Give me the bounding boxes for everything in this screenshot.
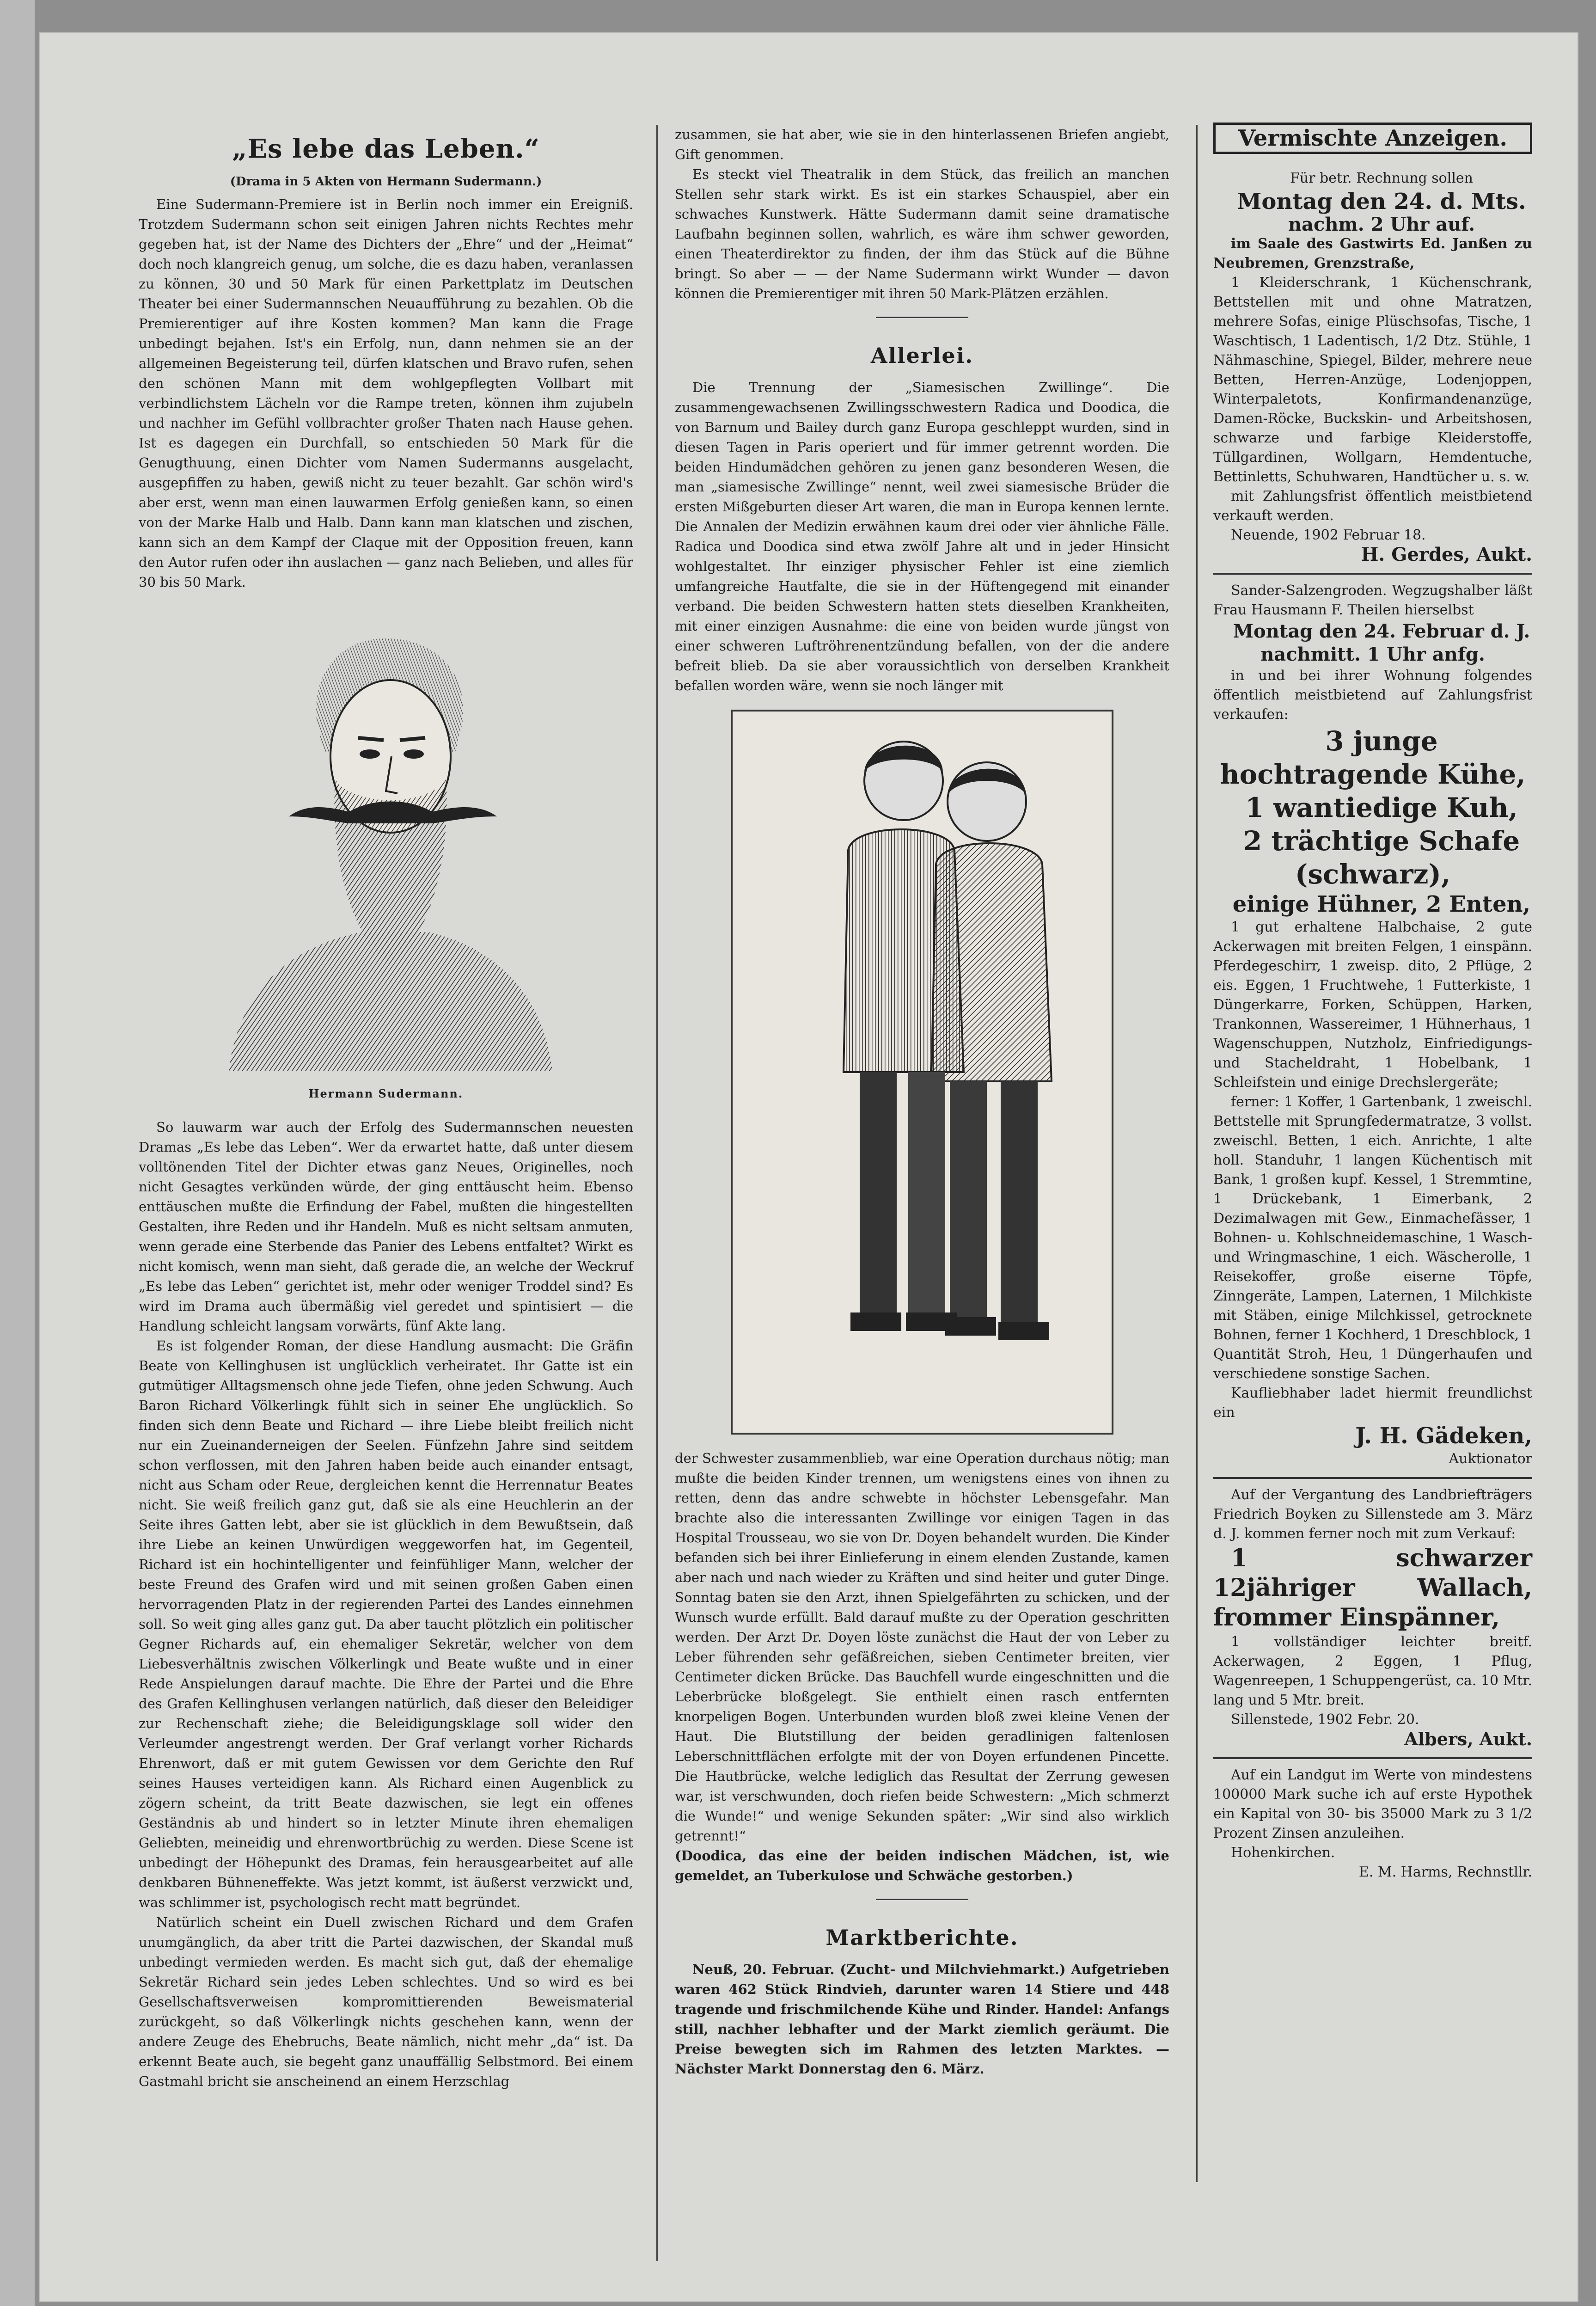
portrait-illustration bbox=[210, 613, 562, 1080]
column-3-ads bbox=[1213, 123, 1532, 1890]
scan-edge bbox=[0, 0, 35, 2306]
ad-line: Kaufliebhaber ladet hiermit freundlichst ein bbox=[1213, 1385, 1532, 1421]
ad-headline: 1 wantiedige Kuh, bbox=[1245, 792, 1518, 823]
twins-illustration bbox=[731, 710, 1113, 1435]
ad-signature: H. Gerdes, Aukt. bbox=[1361, 544, 1532, 565]
section-divider bbox=[876, 1899, 968, 1900]
portrait-caption: Hermann Sudermann. bbox=[308, 1087, 464, 1100]
ad-items: 1 vollständiger leichter breitf. Ackerwagen, 2 Eggen, 1 Pflug, Wagenreepen, 1 Schuppengerüst, ca. 10 Mtr. lang und 5 Mtr. breit. bbox=[1213, 1634, 1532, 1708]
article-paragraph: So lauwarm war auch der Erfolg des Sudermannschen neuesten Dramas „Es lebe das Leben“. Wer da erwartet hatte, daß unter diesem volltönenden Titel der Dichter etwas ganz Neues, Originelles, noch nicht Gesagtes verkünden würde, der ging enttäuscht heim. Ebenso enttäuschen mußte die Erfindung der Fabel, mußten die hingestellten Gestalten, ihre Reden und ihr Handeln. Muß es nicht seltsam anmuten, wenn gerade eine Sterbende das Panier des Lebens entfaltet? Wirkt es nicht komisch, wenn man sieht, daß gerade die, an welche der Weckruf „Es lebe das Leben“ gerichtet ist, mehr oder weniger Troddel sind? Es wird im Drama auch übermäßig viel geredet und spintisiert — die Handlung schleicht langsam vorwärts, fünf Akte lang. bbox=[139, 1119, 633, 1334]
ad-headline: 1 schwarzer 12jähriger Wallach, frommer Einspänner, bbox=[1213, 1544, 1532, 1631]
ad-headline: einige Hühner, 2 Enten, bbox=[1232, 891, 1531, 917]
article-paragraph: der Schwester zusammenblieb, war eine Operation durchaus nötig; man mußte die beiden Kinder trennen, um wenigstens eines von ihnen zu retten, denn das andre schwebte in höchster Lebensgefahr. Man brachte also die interessanten Zwillinge vor einigen Tagen in das Hospital Trousseau, wo sie von Dr. Doyen behandelt wurden. Die Kinder befanden sich bei ihrer Einlieferung in einem elenden Zustande, kamen aber nach und nach wieder zu Kräften und sind heiter und guter Dinge. Sonntag baten sie den Arzt, ihnen Spielgefährten zu schicken, und der Wunsch wurde erfüllt. Bald darauf mußte zu der Operation geschritten werden. Der Arzt Dr. Doyen löste zunächst die Haut der von Leber zu Leber führenden sehr gefäßreichen, sieben Centimeter breiten, vier Centimeter dicken Brücke. Das Bauchfell wurde eingeschnitten und die Leberbrücke bloßgelegt. Sie enthielt einen rasch entfernten knorpeligen Bogen. Unterbunden wurden bloß zwei kleine Venen der Haut. Die Blutstillung der beiden geradlinigen faltenlosen Leberschnittflächen erfolgte mit der von Doyen erfundenen Pincette. Die Hautbrücke, welche lediglich das Resultat der Zerrung gewesen war, ist verschwunden, doch riefen beide Schwestern: „Mich schmerzt die Wunde!“ und wenige Sekunden später: „Wir sind also wirklich getrennt!“ bbox=[675, 1450, 1169, 1844]
ad-location: im Saale des Gastwirts Ed. Janßen zu Neubremen, Grenzstraße, bbox=[1213, 236, 1532, 271]
ad-date: Montag den 24. d. Mts. bbox=[1237, 189, 1526, 215]
ad-items: 1 Kleiderschrank, 1 Küchenschrank, Bettstellen mit und ohne Matratzen, mehrere Sofas, einige Plüschsofas, Tische, 1 Waschtisch, 1 Ladentisch, 1/2 Dtz. Stühle, 1 Nähmaschine, Spiegel, Bilder, mehrere neue Betten, Herren-Anzüge, Lodenjoppen, Winterpaletots, Konfirmandenanzüge, Damen-Röcke, Buckskin- und Arbeitshosen, schwarze und farbige Kleiderstoffe, Tüllgardinen, Wollgarn, Hemdentuche, Bettinletts, Schuhwaren, Handtücher u. s. w. bbox=[1213, 275, 1532, 485]
article-paragraph: Es steckt viel Theatralik in dem Stück, das freilich an manchen Stellen sehr stark wirkt. Es ist ein starkes Schauspiel, aber ein schwaches Kunstwerk. Hätte Sudermann damit seine dramatische Laufbahn beginnen sollen, wahrlich, es wäre ihm schwer geworden, einen Theaterdirektor zu finden, der ihm das Stück auf die Bühne bringt. So aber — — der Name Sudermann wirkt Wunder — davon können die Premierentiger mit ihren 50 Mark-Plätzen erzählen. bbox=[675, 166, 1169, 301]
ad-signature-title: Auktionator bbox=[1449, 1451, 1532, 1467]
article-paragraph: zusammen, sie hat aber, wie sie in den hinterlassenen Briefen angiebt, Gift genommen. bbox=[675, 127, 1169, 162]
article-title: „Es lebe das Leben.“ bbox=[232, 134, 540, 164]
ad-time: nachm. 2 Uhr auf. bbox=[1288, 214, 1475, 235]
ad-items: 1 gut erhaltene Halbchaise, 2 gute Ackerwagen mit breiten Felgen, 1 einspänn. Pferdegeschirr, 1 zweisp. dito, 2 Pflüge, 2 eis. Eggen, 1 Fruchtwehe, 1 Futterkiste, 1 Düngerkarre, Forken, Schüppen, Harken, Trankonnen, Wassereimer, 1 Hühnerhaus, 1 Wagenschuppen, Nutzholz, Einfriedigungs- und Stacheldraht, 1 Hobelbank, 1 Schleifstein und einige Drechslergeräte; bbox=[1213, 919, 1532, 1091]
ad-headline: 3 junge hochtragende Kühe, bbox=[1220, 725, 1526, 790]
column-2 bbox=[675, 125, 1169, 2079]
ad-place: Hohenkirchen. bbox=[1231, 1845, 1335, 1861]
ad-line: Auf ein Landgut im Werte von mindestens 100000 Mark suche ich auf erste Hypothek ein Kapital von 30- bis 35000 Mark zu 3 1/2 Prozent Zinsen anzuleihen. bbox=[1213, 1767, 1532, 1841]
article-note: (Doodica, das eine der beiden indischen Mädchen, ist, wie gemeldet, an Tuberkulose und Schwäche gestorben.) bbox=[675, 1848, 1169, 1883]
ad-place-date: Sillenstede, 1902 Febr. 20. bbox=[1231, 1711, 1419, 1728]
ad-line: mit Zahlungsfrist öffentlich meistbietend verkauft werden. bbox=[1213, 488, 1532, 524]
article-paragraph: Die Trennung der „Siamesischen Zwillinge“. Die zusammengewachsenen Zwillingsschwestern Radica und Doodica, die von Barnum und Bailey durch ganz Europa geschleppt wurden, sind in diesen Tagen in Paris operiert und für immer getrennt worden. Die beiden Hindumädchen gehören zu jenen ganz besonderen Wesen, die man „siamesische Zwillinge“ nennt, weil zwei siamesische Brüder die ersten Mißgeburten dieser Art waren, die man in Europa kennen lernte. Die Annalen der Medizin erwähnen kaum drei oder vier ähnliche Fälle. Radica und Doodica sind etwa zwölf Jahre alt und in jeder Hinsicht wohlgestaltet. Ihr einziger physischer Fehler ist eine ziemlich umfangreiche Hautfalte, die sie in der Hüftengegend mit einander verband. Die beiden Schwestern hatten stets dieselben Krankheiten, mit einer einzigen Ausnahme: die eine von beiden wurde jüngst von einer schweren Luftröhrenentzündung befallen, von der die andere befreit blieb. Da sie aber voraussichtlich von derselben Krankheit befallen worden wäre, wenn sie noch länger mit bbox=[675, 380, 1169, 693]
ad-items: ferner: 1 Koffer, 1 Gartenbank, 1 zweischl. Bettstelle mit Sprungfedermatratze, 3 vollst. zweischl. Betten, 1 eich. Anrichte, 1 alte holl. Standuhr, 1 langen Küchentisch mit Bank, 1 großen kupf. Kessel, 1 Stremmtine, 1 Drückebank, 1 Eimerbank, 2 Dezimalwagen mit Gew., Einmachefässer, 1 Bohnen- u. Kohlschneidemaschine, 1 Wasch- und Wringmaschine, 1 eich. Wäscherolle, 1 Reisekoffer, große eiserne Töpfe, Zinngeräte, Lampen, Laternen, 1 Milchkiste mit Stäben, einige Milchkissel, getrocknete Bohnen, ferner 1 Kochherd, 1 Dreschblock, 1 Quantität Stroh, Heu, 1 Düngerhaufen und verschiedene sonstige Sachen. bbox=[1213, 1094, 1532, 1382]
twins-woodcut bbox=[733, 711, 1108, 1429]
article-paragraph: Natürlich scheint ein Duell zwischen Richard und dem Grafen unumgänglich, da aber tritt die Partei dazwischen, der Skandal muß unbedingt vermieden werden. Es macht sich gut, daß der ehemalige Sekretär Richard sein jedes Leben schlechtes. Und so wird es bei Gesellschaftsverweisen kompromittierenden Beweismaterial zurückgeht, so daß Völkerlingk nichts geschehen kann, wenn der andere Zeuge des Ehebruchs, Beate nämlich, nicht mehr „da“ ist. Da erkennt Beate auch, sie begeht ganz unauffällig Selbstmord. Bei einem Gastmahl bricht sie anscheinend an einem Herzschlag bbox=[139, 1914, 633, 2089]
ad-loan bbox=[1213, 1759, 1532, 1890]
section-divider bbox=[876, 317, 968, 318]
column-rule-2 bbox=[1196, 125, 1198, 2182]
ad-place-date: Neuende, 1902 Februar 18. bbox=[1231, 527, 1426, 543]
section-heading-market: Marktberichte. bbox=[826, 1925, 1019, 1950]
ad-date: Montag den 24. Februar d. J. nachmitt. 1 Uhr anfg. bbox=[1233, 620, 1530, 665]
article-paragraph: Es ist folgender Roman, der diese Handlung ausmacht: Die Gräfin Beate von Kellinghusen ist unglücklich verheiratet. Ihr Gatte ist ein gutmütiger Alltagsmensch ohne jede Tiefen, ohne jeden Schwung. Auch Baron Richard Völkerlingk fühlt sich in seiner Ehe unglücklich. So finden sich denn Beate und Richard — ihre Liebe bleibt freilich nicht nur ein Zueinanderneigen der Seelen. Fünfzehn Jahre sind seitdem schon verflossen, mit den Jahren haben beide auch einander entsagt, nicht aus Scham oder Reue, dergleichen kennt die Herrennatur Beates nicht. Sie weiß freilich ganz gut, daß sie als eine Heuchlerin an der Seite ihres Gatten lebt, aber sie ist glücklich in dem Bewußtsein, daß ihre Liebe an keinen Unwürdigen weggeworfen hat, im Gegenteil, Richard ist ein hochintelligenter und feinfühliger Mann, welcher der beste Freund des Grafen wird und mit seinen großen Gaben einen hervorragenden Platz in der regierenden Partei des Landes einnehmen soll. So weit ging alles ganz gut. Da aber taucht plötzlich ein politischer Gegner Richards auf, ein ehemaliger Sekretär, welcher von dem Liebesverhältnis zwischen Völkerlingk und Beate wußte und in einer Rede Anspielungen darauf machte. Die Ehre der Partei und die Ehre des Grafen Kellinghusen verlangen natürlich, daß dieser den Beleidiger zur Rechenschaft ziehe; die Beleidigungsklage soll wider den Verleumder angestrengt werden. Der Graf verlangt vorher Richards Ehrenwort, daß er mit gutem Gewissen vor dem Gerichte den Ruf seines Hauses verteidigen kann. Als Richard einen Augenblick zu zögern scheint, da tritt Beate dazwischen, sie legt ein offenes Geständnis ab und hindert so in letzter Minute ihren ehemaligen Geliebten, meineidig und ehrenwortbrüchig zu werden. Diese Scene ist unbedingt der Höhepunkt des Dramas, fein herausgearbeitet auf alle denkbaren Bühneneffekte. Was jetzt kommt, ist äußerst verzwickt und, was schlimmer ist, psychologisch recht matt begründet. bbox=[139, 1338, 633, 1910]
column-1 bbox=[139, 92, 633, 2091]
ad-line: Für betr. Rechnung sollen bbox=[1290, 170, 1474, 186]
ad-auction-sillenstede bbox=[1213, 1479, 1532, 1759]
ad-auction-neuende bbox=[1213, 162, 1532, 575]
ad-headline: 2 trächtige Schafe (schwarz), bbox=[1243, 825, 1520, 890]
market-report: Neuß, 20. Februar. (Zucht- und Milchviehmarkt.) Aufgetrieben waren 462 Stück Rindvieh, darunter waren 14 Stiere und 448 tragende und frischmilchende Kühe und Rinder. Handel: Anfangs still, nachher lebhafter und der Markt ziemlich geräumt. Die Preise bewegten sich im Rahmen des letzten Marktes. — Nächster Markt Donnerstag den 6. März. bbox=[675, 1962, 1169, 2077]
ad-signature: J. H. Gädeken, bbox=[1355, 1423, 1532, 1449]
ad-line: in und bei ihrer Wohnung folgendes öffentlich meistbietend auf Zahlungsfrist verkaufen: bbox=[1213, 668, 1532, 723]
ad-line: Sander-Salzengroden. Wegzugshalber läßt Frau Hausmann F. Theilen hierselbst bbox=[1213, 583, 1532, 618]
ads-header: Vermischte Anzeigen. bbox=[1213, 123, 1532, 154]
section-heading-misc: Allerlei. bbox=[870, 343, 974, 368]
article-subtitle: (Drama in 5 Akten von Hermann Sudermann.) bbox=[230, 175, 542, 189]
article-paragraph: Eine Sudermann-Premiere ist in Berlin noch immer ein Ereigniß. Trotzdem Sudermann schon seit einigen Jahren nichts Rechtes mehr gegeben hat, ist der Name des Dichters der „Ehre“ und der „Heimat“ doch noch klangreich genug, um solche, die es dazu haben, veranlassen zu können, 30 und 50 Mark für einen Parkettplatz im Deutschen Theater bei einer Sudermannschen Neuaufführung zu bezahlen. Ob die Premierentiger auf ihre Kosten kommen? Man kann die Frage unbedingt bejahen. Ist's ein Erfolg, nun, dann nehmen sie an der allgemeinen Begeisterung teil, dürfen klatschen und Bravo rufen, sehen den schönen Mann mit dem wohlgepflegten Vollbart mit verbindlichstem Lächeln vor die Rampe treten, können ihm zujubeln und nachher im Gefühl vollbrachter großer Thaten nach Hause gehen. Ist es dagegen ein Durchfall, so entschieden 50 Mark für die Genugthuung, einen Dichter vom Namen Sudermanns ausgelacht, ausgepfiffen zu haben, gewiß nicht zu teuer bezahlt. Gar schön wird's aber erst, wenn man einen lauwarmen Erfolg genießen kann, so einen von der Marke Halb und Halb. Dann kann man klatschen und zischen, kann sich an dem Kampf der Claque mit der Opposition freuen, kann den Autor rufen oder ihn auslachen — ganz nach Belieben, und alles für 30 bis 50 Mark. bbox=[139, 196, 633, 590]
ad-signature: Albers, Aukt. bbox=[1404, 1729, 1532, 1749]
ad-line: Auf der Vergantung des Landbriefträgers Friedrich Boyken zu Sillenstede am 3. März d. J. kommen ferner noch mit zum Verkauf: bbox=[1213, 1487, 1532, 1542]
sudermann-portrait bbox=[210, 613, 562, 1080]
ad-signature: E. M. Harms, Rechnstllr. bbox=[1358, 1864, 1532, 1880]
column-rule-1 bbox=[656, 125, 658, 2261]
ad-auction-sander bbox=[1213, 575, 1532, 1479]
